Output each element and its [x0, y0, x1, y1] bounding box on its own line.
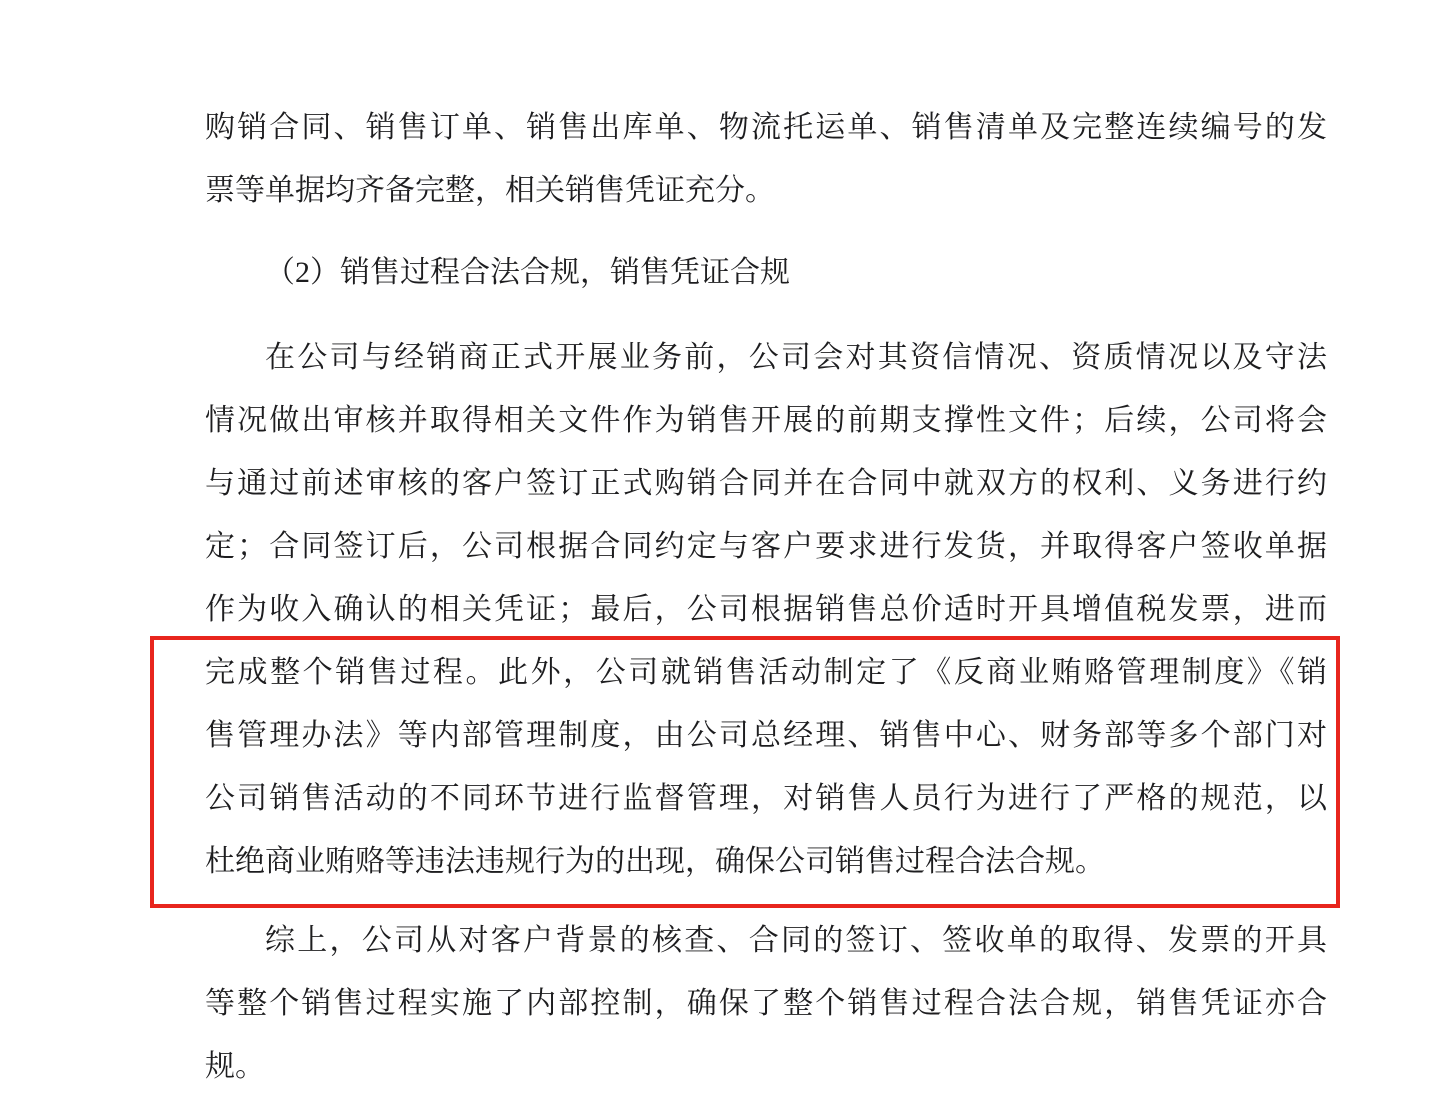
text-line: 情况做出审核并取得相关文件作为销售开展的前期支撑性文件；后续，公司将会	[205, 404, 1327, 437]
text-line: 定；合同签订后，公司根据合同约定与客户要求进行发货，并取得客户签收单据	[205, 530, 1327, 563]
paragraph-continuation	[205, 96, 1327, 222]
text-line: 综上，公司从对客户背景的核查、合同的签订、签收单的取得、发票的开具	[265, 924, 1327, 957]
paragraph-summary	[205, 909, 1327, 1098]
text-line: 在公司与经销商正式开展业务前，公司会对其资信情况、资质情况以及守法	[265, 341, 1327, 374]
text-line: 购销合同、销售订单、销售出库单、物流托运单、销售清单及完整连续编号的发	[205, 111, 1327, 144]
red-annotation-box	[150, 636, 1340, 908]
text-line: 等整个销售过程实施了内部控制，确保了整个销售过程合法合规，销售凭证亦合	[205, 987, 1327, 1020]
section-heading-block	[205, 241, 1327, 304]
section-heading: （2）销售过程合法合规，销售凭证合规	[265, 256, 790, 289]
text-line: 与通过前述审核的客户签订正式购销合同并在合同中就双方的权利、义务进行约	[205, 467, 1327, 500]
text-line: 规。	[205, 1050, 265, 1083]
text-line: 作为收入确认的相关凭证；最后，公司根据销售总价适时开具增值税发票，进而	[205, 593, 1327, 626]
text-line: 售管理办法》等内部管理制度，由公司总经理、销售中心、财务部等多个部门对	[205, 719, 1327, 752]
text-line: 杜绝商业贿赂等违法违规行为的出现，确保公司销售过程合法合规。	[205, 845, 1105, 878]
text-line: 公司销售活动的不同环节进行监督管理，对销售人员行为进行了严格的规范，以	[205, 782, 1327, 815]
text-line: 票等单据均齐备完整，相关销售凭证充分。	[205, 174, 775, 207]
text-block	[205, 96, 1327, 1098]
text-line: 完成整个销售过程。此外，公司就销售活动制定了《反商业贿赂管理制度》《销	[205, 656, 1327, 689]
